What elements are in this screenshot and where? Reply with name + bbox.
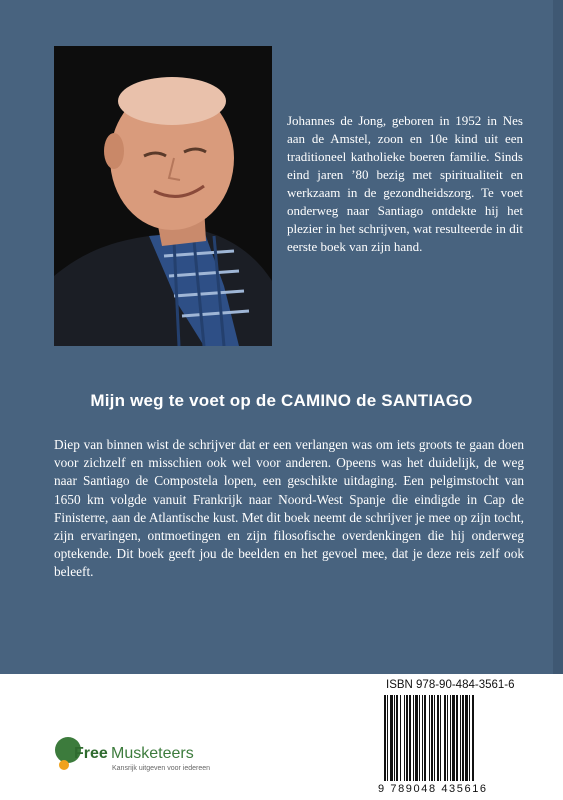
publisher-tagline: Kansrijk uitgeven voor iedereen bbox=[112, 765, 211, 772]
author-photo bbox=[54, 46, 272, 346]
book-blurb: Diep van binnen wist de schrijver dat er een verlangen was om iets groots te gaan doen voor zichzelf en misschien ook wel voor anderen. Opeens was het duidelijk, de weg naar Santiago de Compostela lopen, een geschikte uitdaging. Een pelgimstocht van 1650 km volgde vanuit Frankrijk naar Noord-West Spanje die eindigde in Cap de Finisterre, aan de Atlantische kust. Met dit boek neemt de schrijver je mee op zijn tocht, zijn ervaringen, ontmoetingen en zijn filosofische overdenkingen die hij onderweg optekende. Dit boek geeft jou de beelden en het gevoel mee, dat je deze reis zelf ook beleeft. bbox=[54, 437, 524, 580]
isbn-label: ISBN 978-90-484-3561-6 bbox=[386, 679, 515, 691]
publisher-name-musketeers: Musketeers bbox=[111, 745, 194, 762]
publisher-logo bbox=[54, 734, 214, 782]
book-title: Mijn weg te voet op de CAMINO de SANTIAGO bbox=[90, 391, 473, 410]
barcode-number: 9 789048 435616 bbox=[378, 783, 488, 795]
publisher-name-free: Free bbox=[74, 745, 108, 762]
spine-edge bbox=[553, 0, 563, 674]
cover-footer bbox=[0, 674, 563, 800]
barcode bbox=[382, 695, 508, 781]
author-bio: Johannes de Jong, geboren in 1952 in Nes aan de Amstel, zoon en 10e kind uit een traditioneel katholieke boeren familie. Sinds eind jaren ’80 bezig met spiritualiteit en werkzaam in de gezondheidszorg. Te voet onderweg naar Santiago ontdekte hij het plezier in het schrijven, wat resulteerde in dit eerste boek van zijn hand. bbox=[287, 113, 523, 254]
